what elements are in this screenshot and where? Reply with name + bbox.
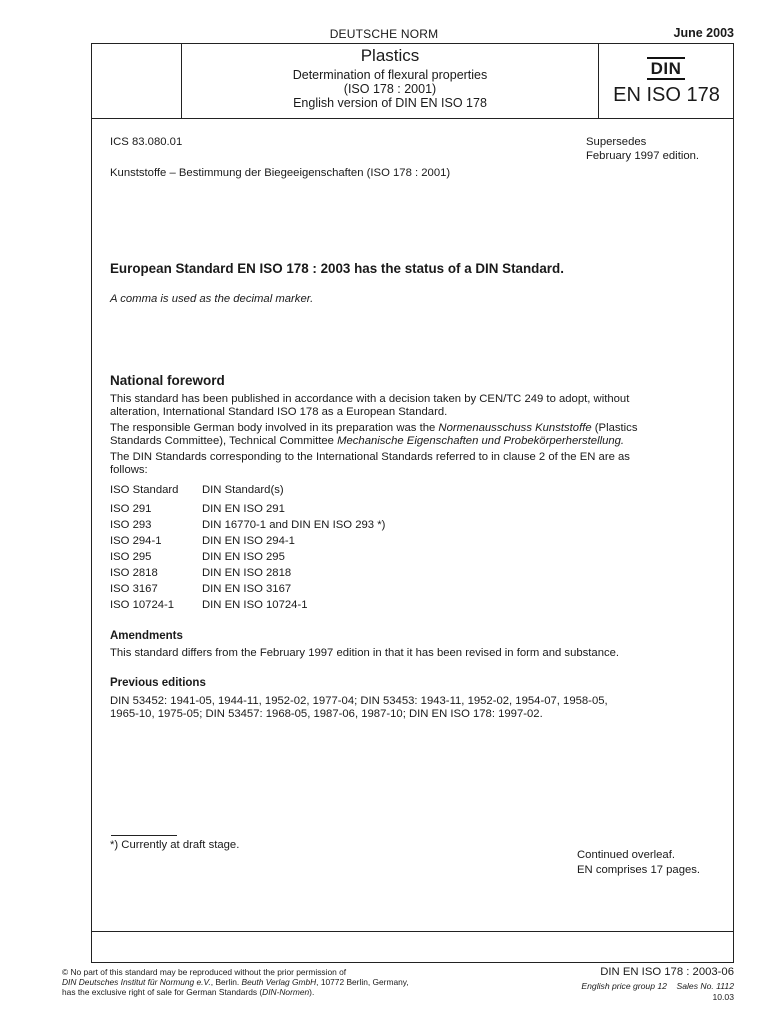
table-row-din: DIN EN ISO 291 — [202, 503, 285, 515]
german-title: Kunststoffe – Bestimmung der Biegeeigenschaften (ISO 178 : 2001) — [110, 167, 451, 179]
amendments-text: This standard differs from the February 1997 edition in that it has been revised in form and substance. — [110, 647, 620, 659]
footnote-rule — [111, 835, 177, 836]
table-header-iso: ISO Standard — [110, 484, 179, 496]
footer-price-sales: English price group 12 Sales No. 1112 — [581, 981, 734, 991]
foreword-para1-line1: This standard has been published in accordance with a decision taken by CEN/TC 249 to adopt, without — [110, 393, 630, 405]
foreword-para1-line2: alteration, International Standard ISO 178 as a European Standard. — [110, 406, 448, 418]
document-title: Plastics — [360, 46, 420, 65]
table-row-iso: ISO 3167 — [110, 583, 158, 595]
footer-rule — [91, 931, 734, 932]
table-row-iso: ISO 293 — [110, 519, 152, 531]
copyright-line-2: DIN Deutsches Institut für Normung e.V., Berlin. Beuth Verlag GmbH, 10772 Berlin, Germany, — [62, 977, 409, 987]
decimal-marker-note: A comma is used as the decimal marker. — [110, 293, 314, 305]
footer-code: 10.03 — [712, 992, 734, 1002]
national-foreword-heading: National foreword — [110, 373, 225, 388]
ics-code: ICS 83.080.01 — [110, 136, 183, 148]
foreword-para3-line1: The DIN Standards corresponding to the International Standards referred to in clause 2 of the EN are as — [110, 451, 630, 463]
supersedes-label: Supersedes — [586, 136, 647, 148]
table-row-iso: ISO 295 — [110, 551, 152, 563]
table-row-iso: ISO 294-1 — [110, 535, 162, 547]
table-row-iso: ISO 10724-1 — [110, 599, 175, 611]
table-row-iso: ISO 291 — [110, 503, 152, 515]
table-row-din: DIN EN ISO 10724-1 — [202, 599, 308, 611]
table-header-din: DIN Standard(s) — [202, 484, 284, 496]
previous-editions-line1: DIN 53452: 1941-05, 1944-11, 1952-02, 1977-04; DIN 53453: 1943-11, 1952-02, 1954-07, 1958-05, — [110, 695, 608, 707]
previous-editions-line2: 1965-10, 1975-05; DIN 53457: 1968-05, 1987-06, 1987-10; DIN EN ISO 178: 1997-02. — [110, 708, 543, 720]
status-statement: European Standard EN ISO 178 : 2003 has the status of a DIN Standard. — [110, 261, 564, 276]
subtitle-line-3: English version of DIN EN ISO 178 — [293, 96, 487, 110]
page-frame — [91, 43, 734, 963]
issue-date: June 2003 — [673, 26, 734, 40]
table-row-din: DIN EN ISO 2818 — [202, 567, 292, 579]
supersedes-edition: February 1997 edition. — [586, 150, 700, 162]
copyright-line-1: © No part of this standard may be reproduced without the prior permission of — [62, 967, 347, 977]
foreword-para2-line2: Standards Committee), Technical Committee Mechanische Eigenschaften und Probekörperherstellung. — [110, 435, 625, 447]
standard-number: EN ISO 178 — [613, 84, 720, 106]
copyright-line-3: has the exclusive right of sale for German Standards (DIN-Normen). — [62, 987, 315, 997]
footer-document-reference: DIN EN ISO 178 : 2003-06 — [600, 966, 734, 978]
subtitle-line-1: Determination of flexural properties — [292, 68, 488, 82]
previous-editions-heading: Previous editions — [110, 677, 206, 689]
din-logo: DIN — [647, 57, 685, 80]
table-row-din: DIN EN ISO 295 — [202, 551, 285, 563]
page-count: EN comprises 17 pages. — [577, 864, 701, 876]
foreword-para2-line1: The responsible German body involved in its preparation was the Normenausschuss Kunststoffe (Plastics — [110, 422, 638, 434]
table-row-din: DIN EN ISO 294-1 — [202, 535, 295, 547]
table-row-din: DIN EN ISO 3167 — [202, 583, 292, 595]
continued-overleaf: Continued overleaf. — [577, 849, 675, 861]
series-label: DEUTSCHE NORM — [329, 27, 439, 41]
subtitle-line-2: (ISO 178 : 2001) — [343, 82, 437, 96]
table-row-iso: ISO 2818 — [110, 567, 158, 579]
copyright-notice — [62, 967, 409, 997]
foreword-para3-line2: follows: — [110, 464, 148, 476]
table-row-din: DIN 16770-1 and DIN EN ISO 293 *) — [202, 519, 386, 531]
amendments-heading: Amendments — [110, 630, 183, 642]
footnote-text: *) Currently at draft stage. — [110, 839, 240, 851]
